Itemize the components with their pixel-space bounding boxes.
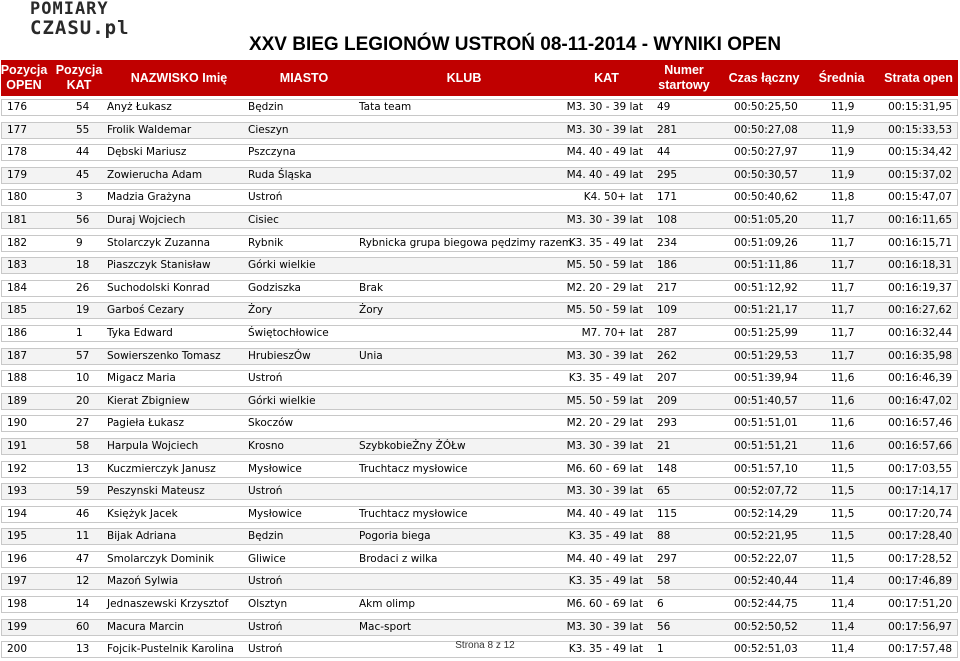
table-row <box>1 322 958 345</box>
cell-czas: 00:52:22,07 <box>734 552 798 565</box>
cell-poz-open: 194 <box>7 507 28 520</box>
cell-club: Brodaci z wilka <box>359 552 438 565</box>
cell-srednia: 11,7 <box>831 304 855 317</box>
cell-poz-open: 188 <box>7 372 28 385</box>
cell-srednia: 11,9 <box>831 146 855 159</box>
cell-srednia: 11,8 <box>831 191 855 204</box>
cell-city: Mysłowice <box>248 462 302 475</box>
cell-srednia: 11,7 <box>831 236 855 249</box>
cell-name: Piaszczyk Stanisław <box>107 259 211 272</box>
cell-club <box>359 325 569 342</box>
cell-numer: 148 <box>657 462 678 475</box>
cell-club <box>359 144 569 161</box>
cell-strata: 00:15:33,53 <box>888 123 952 136</box>
cell-srednia: 11,7 <box>831 349 855 362</box>
cell-poz-kat: 44 <box>76 146 90 159</box>
cell-kat: M2. 20 - 29 lat <box>566 281 643 294</box>
cell-srednia: 11,5 <box>831 507 855 520</box>
cell-numer: 6 <box>657 598 664 611</box>
table-row <box>1 367 958 390</box>
cell-czas: 00:50:27,97 <box>734 146 798 159</box>
cell-poz-open: 178 <box>7 146 28 159</box>
cell-poz-kat: 47 <box>76 552 90 565</box>
table-row <box>1 593 958 616</box>
cell-srednia: 11,4 <box>831 620 855 633</box>
table-row <box>1 345 958 368</box>
cell-poz-kat: 13 <box>76 462 90 475</box>
cell-strata: 00:17:14,17 <box>888 485 952 498</box>
cell-name: Frolik Waldemar <box>107 123 192 136</box>
cell-numer: 171 <box>657 191 678 204</box>
cell-kat: M6. 60 - 69 lat <box>566 462 643 475</box>
cell-czas: 00:51:39,94 <box>734 372 798 385</box>
cell-strata: 00:17:46,89 <box>888 575 952 588</box>
cell-czas: 00:51:25,99 <box>734 326 798 339</box>
cell-city: Górki wielkie <box>248 394 316 407</box>
cell-city: Ustroń <box>248 372 283 385</box>
col-header-kat: KAT <box>594 70 619 85</box>
cell-srednia: 11,7 <box>831 259 855 272</box>
cell-name: Kuczmierczyk Janusz <box>107 462 216 475</box>
cell-city: Skoczów <box>248 417 294 430</box>
cell-poz-open: 196 <box>7 552 28 565</box>
cell-poz-open: 193 <box>7 485 28 498</box>
cell-poz-kat: 27 <box>76 417 90 430</box>
table-row <box>1 435 958 458</box>
cell-name: Peszynski Mateusz <box>107 485 205 498</box>
cell-city: HrubieszÓw <box>248 349 311 362</box>
cell-city: Ustroń <box>248 191 283 204</box>
cell-club: Truchtacz mysłowice <box>359 462 468 475</box>
cell-poz-kat: 14 <box>76 598 90 611</box>
cell-kat: M5. 50 - 59 lat <box>566 304 643 317</box>
cell-city: Ustroń <box>248 620 283 633</box>
cell-srednia: 11,5 <box>831 462 855 475</box>
cell-club: Tata team <box>359 101 412 113</box>
cell-kat: K3. 35 - 49 lat <box>568 643 643 656</box>
cell-poz-open: 198 <box>7 598 28 611</box>
cell-poz-open: 189 <box>7 394 28 407</box>
cell-poz-kat: 19 <box>76 304 90 317</box>
cell-name: Migacz Maria <box>107 372 176 385</box>
cell-czas: 00:52:07,72 <box>734 485 798 498</box>
cell-srednia: 11,4 <box>831 598 855 611</box>
cell-name: Tyka Edward <box>107 326 173 339</box>
cell-poz-kat: 12 <box>76 575 90 588</box>
table-row <box>1 277 958 300</box>
cell-numer: 1 <box>657 643 664 656</box>
cell-club <box>359 370 569 387</box>
cell-name: Kierat Zbigniew <box>107 394 190 407</box>
cell-club <box>359 167 569 184</box>
cell-kat: M6. 60 - 69 lat <box>566 598 643 611</box>
cell-name: Macura Marcin <box>107 620 184 633</box>
table-row <box>1 254 958 277</box>
cell-czas: 00:51:09,26 <box>734 236 798 249</box>
cell-strata: 00:15:31,95 <box>888 101 952 113</box>
cell-srednia: 11,6 <box>831 394 855 407</box>
cell-czas: 00:52:21,95 <box>734 530 798 543</box>
cell-srednia: 11,7 <box>831 213 855 226</box>
cell-name: Fojcik-Pustelnik Karolina <box>107 643 234 656</box>
cell-poz-open: 176 <box>7 101 28 113</box>
cell-name: Pagieła Łukasz <box>107 417 184 430</box>
cell-poz-kat: 1 <box>76 326 83 339</box>
cell-club <box>359 393 569 410</box>
cell-poz-open: 179 <box>7 168 28 181</box>
cell-poz-kat: 60 <box>76 620 90 633</box>
cell-poz-open: 192 <box>7 462 28 475</box>
cell-poz-kat: 26 <box>76 281 90 294</box>
cell-name: Zowierucha Adam <box>107 168 203 181</box>
col-header-srednia: Średnia <box>818 70 865 85</box>
cell-strata: 00:17:57,48 <box>888 643 952 656</box>
table-header <box>1 60 958 96</box>
cell-poz-kat: 57 <box>76 349 90 362</box>
cell-numer: 44 <box>657 146 671 159</box>
cell-srednia: 11,4 <box>831 643 855 656</box>
cell-club: Żory <box>359 304 384 317</box>
cell-srednia: 11,9 <box>831 101 855 113</box>
cell-name: Smolarczyk Dominik <box>107 552 214 565</box>
cell-numer: 21 <box>657 439 671 452</box>
table-row <box>1 412 958 435</box>
cell-strata: 00:17:20,74 <box>888 507 952 520</box>
cell-city: Będzin <box>248 101 284 113</box>
cell-club: Akm olimp <box>359 598 415 611</box>
cell-city: Ruda Śląska <box>248 168 312 181</box>
cell-city: Pszczyna <box>248 146 296 159</box>
cell-city: Górki wielkie <box>248 259 316 272</box>
cell-strata: 00:16:11,65 <box>888 213 952 226</box>
cell-poz-open: 200 <box>7 643 28 656</box>
cell-numer: 207 <box>657 372 678 385</box>
cell-czas: 00:51:11,86 <box>734 259 798 272</box>
cell-city: Gliwice <box>248 552 286 565</box>
cell-kat: K4. 50+ lat <box>583 191 643 204</box>
cell-numer: 65 <box>657 485 671 498</box>
cell-strata: 00:16:15,71 <box>888 236 952 249</box>
cell-city: Świętochłowice <box>248 326 329 339</box>
cell-poz-kat: 10 <box>76 372 90 385</box>
col-header-poz-kat: Pozycja KAT <box>55 63 103 92</box>
cell-strata: 00:16:47,02 <box>888 394 952 407</box>
cell-czas: 00:51:57,10 <box>734 462 798 475</box>
cell-kat: K3. 35 - 49 lat <box>568 575 643 588</box>
cell-numer: 56 <box>657 620 671 633</box>
cell-name: Garboś Cezary <box>107 304 185 317</box>
cell-poz-open: 197 <box>7 575 28 588</box>
cell-strata: 00:16:57,46 <box>888 417 952 430</box>
table-row <box>1 186 958 209</box>
cell-numer: 115 <box>657 507 678 520</box>
cell-srednia: 11,7 <box>831 326 855 339</box>
cell-name: Jednaszewski Krzysztof <box>107 598 229 611</box>
cell-name: Dębski Mariusz <box>107 146 187 159</box>
cell-club <box>359 573 569 590</box>
cell-club <box>359 212 569 229</box>
cell-numer: 295 <box>657 168 678 181</box>
cell-club: Rybnicka grupa biegowa pędzimy razem <box>359 236 573 249</box>
cell-city: Ustroń <box>248 575 283 588</box>
cell-strata: 00:16:18,31 <box>888 259 952 272</box>
table-row <box>1 458 958 481</box>
cell-club <box>359 257 569 274</box>
cell-kat: M3. 30 - 39 lat <box>566 123 643 136</box>
cell-strata: 00:17:28,52 <box>888 552 952 565</box>
cell-city: Mysłowice <box>248 507 302 520</box>
cell-numer: 108 <box>657 213 678 226</box>
cell-srednia: 11,6 <box>831 417 855 430</box>
cell-city: Rybnik <box>248 236 284 249</box>
cell-kat: M4. 40 - 49 lat <box>566 168 643 181</box>
cell-poz-kat: 56 <box>76 213 90 226</box>
cell-strata: 00:17:03,55 <box>888 462 952 475</box>
cell-czas: 00:51:51,01 <box>734 417 798 430</box>
cell-name: Księżyk Jacek <box>107 507 178 520</box>
col-header-name: NAZWISKO Imię <box>130 70 228 85</box>
cell-poz-open: 186 <box>7 326 28 339</box>
table-row <box>1 390 958 413</box>
page-footer: Strona 8 z 12 <box>455 640 515 651</box>
cell-srednia: 11,5 <box>831 485 855 498</box>
cell-poz-open: 182 <box>7 236 28 249</box>
cell-strata: 00:17:28,40 <box>888 530 952 543</box>
col-header-poz-open: Pozycja OPEN <box>0 63 48 92</box>
cell-srednia: 11,7 <box>831 281 855 294</box>
cell-city: Ustroń <box>248 643 283 656</box>
table-row <box>1 299 958 322</box>
cell-numer: 262 <box>657 349 678 362</box>
cell-poz-kat: 45 <box>76 168 90 181</box>
cell-czas: 00:51:51,21 <box>734 439 798 452</box>
cell-czas: 00:51:12,92 <box>734 281 798 294</box>
cell-poz-open: 185 <box>7 304 28 317</box>
cell-club: Unia <box>359 349 383 362</box>
cell-poz-open: 195 <box>7 530 28 543</box>
table-row <box>1 548 958 571</box>
col-header-club: KLUB <box>446 70 482 85</box>
cell-poz-open: 183 <box>7 259 28 272</box>
cell-kat: K3. 35 - 49 lat <box>568 372 643 385</box>
cell-club <box>359 415 569 432</box>
cell-kat: M3. 30 - 39 lat <box>566 349 643 362</box>
cell-name: Anyż Łukasz <box>107 101 172 113</box>
cell-city: Godziszka <box>248 281 301 294</box>
cell-strata: 00:16:46,39 <box>888 372 952 385</box>
table-row <box>1 616 958 639</box>
table-row <box>1 570 958 593</box>
cell-srednia: 11,5 <box>831 552 855 565</box>
cell-poz-open: 199 <box>7 620 28 633</box>
cell-strata: 00:16:19,37 <box>888 281 952 294</box>
cell-kat: M3. 30 - 39 lat <box>566 213 643 226</box>
cell-numer: 281 <box>657 123 678 136</box>
cell-kat: M3. 30 - 39 lat <box>566 485 643 498</box>
cell-poz-open: 191 <box>7 439 28 452</box>
cell-name: Harpula Wojciech <box>107 439 199 452</box>
cell-czas: 00:51:05,20 <box>734 213 798 226</box>
cell-numer: 287 <box>657 326 678 339</box>
cell-strata: 00:16:32,44 <box>888 326 952 339</box>
table-row <box>1 164 958 187</box>
cell-poz-open: 190 <box>7 417 28 430</box>
cell-srednia: 11,5 <box>831 530 855 543</box>
cell-poz-kat: 55 <box>76 123 90 136</box>
cell-name: Suchodolski Konrad <box>107 281 210 294</box>
cell-name: Duraj Wojciech <box>107 213 186 226</box>
cell-poz-kat: 9 <box>76 236 83 249</box>
cell-poz-kat: 20 <box>76 394 90 407</box>
cell-strata: 00:16:27,62 <box>888 304 952 317</box>
cell-numer: 58 <box>657 575 671 588</box>
cell-club <box>359 189 569 206</box>
cell-city: Olsztyn <box>248 598 288 611</box>
table-row <box>1 119 958 142</box>
cell-poz-kat: 18 <box>76 259 90 272</box>
cell-city: Cisiec <box>248 213 279 226</box>
cell-poz-kat: 13 <box>76 643 90 656</box>
cell-czas: 00:52:14,29 <box>734 507 798 520</box>
cell-numer: 186 <box>657 259 678 272</box>
cell-strata: 00:17:51,20 <box>888 598 952 611</box>
cell-kat: M3. 30 - 39 lat <box>566 101 643 113</box>
cell-numer: 209 <box>657 394 678 407</box>
cell-name: Stolarczyk Zuzanna <box>107 236 211 249</box>
cell-club <box>359 122 569 139</box>
cell-kat: M5. 50 - 59 lat <box>566 259 643 272</box>
cell-czas: 00:50:27,08 <box>734 123 798 136</box>
cell-czas: 00:50:30,57 <box>734 168 798 181</box>
cell-czas: 00:51:29,53 <box>734 349 798 362</box>
cell-kat: M3. 30 - 39 lat <box>566 439 643 452</box>
cell-strata: 00:16:35,98 <box>888 349 952 362</box>
cell-club <box>359 483 569 500</box>
cell-poz-open: 180 <box>7 191 28 204</box>
cell-numer: 297 <box>657 552 678 565</box>
cell-poz-kat: 3 <box>76 191 83 204</box>
table-row <box>1 232 958 255</box>
cell-city: Krosno <box>248 439 284 452</box>
cell-name: Madzia Grażyna <box>107 191 192 204</box>
cell-poz-open: 184 <box>7 281 28 294</box>
cell-city: Ustroń <box>248 485 283 498</box>
cell-numer: 88 <box>657 530 671 543</box>
cell-strata: 00:15:47,07 <box>888 191 952 204</box>
cell-poz-kat: 11 <box>76 530 90 543</box>
cell-kat: M5. 50 - 59 lat <box>566 394 643 407</box>
cell-czas: 00:51:21,17 <box>734 304 798 317</box>
cell-club: Brak <box>359 281 384 294</box>
page-title: XXV BIEG LEGIONÓW USTROŃ 08-11-2014 - WYNIKI OPEN <box>248 34 782 55</box>
cell-strata: 00:15:34,42 <box>888 146 952 159</box>
cell-czas: 00:50:25,50 <box>734 101 798 113</box>
cell-strata: 00:15:37,02 <box>888 168 952 181</box>
cell-poz-open: 177 <box>7 123 28 136</box>
cell-club: Mac-sport <box>359 620 412 633</box>
cell-kat: M2. 20 - 29 lat <box>566 417 643 430</box>
cell-numer: 293 <box>657 417 678 430</box>
cell-numer: 49 <box>657 101 671 113</box>
cell-poz-kat: 54 <box>76 101 90 113</box>
cell-kat: K3. 35 - 49 lat <box>568 530 643 543</box>
results-table <box>1 96 958 661</box>
cell-name: Mazoń Sylwia <box>107 575 179 588</box>
cell-numer: 109 <box>657 304 678 317</box>
table-row <box>1 209 958 232</box>
cell-poz-open: 181 <box>7 213 28 226</box>
cell-kat: M7. 70+ lat <box>581 326 643 339</box>
cell-kat: M3. 30 - 39 lat <box>566 620 643 633</box>
cell-czas: 00:51:40,57 <box>734 394 798 407</box>
cell-strata: 00:17:56,97 <box>888 620 952 633</box>
cell-poz-kat: 46 <box>76 507 90 520</box>
cell-poz-kat: 59 <box>76 485 90 498</box>
cell-srednia: 11,6 <box>831 372 855 385</box>
cell-srednia: 11,9 <box>831 168 855 181</box>
cell-kat: M4. 40 - 49 lat <box>566 146 643 159</box>
logo-line-2: CZASU.pl <box>30 17 130 39</box>
col-header-city: MIASTO <box>279 70 329 85</box>
table-row <box>1 525 958 548</box>
cell-kat: M4. 40 - 49 lat <box>566 507 643 520</box>
cell-czas: 00:52:44,75 <box>734 598 798 611</box>
cell-numer: 234 <box>657 236 678 249</box>
cell-city: Cieszyn <box>248 123 289 136</box>
cell-city: Żory <box>248 304 273 317</box>
cell-club: SzybkobieŻny ŻÓŁw <box>359 439 466 452</box>
cell-czas: 00:52:50,52 <box>734 620 798 633</box>
cell-city: Będzin <box>248 530 284 543</box>
cell-czas: 00:52:40,44 <box>734 575 798 588</box>
cell-kat: M4. 40 - 49 lat <box>566 552 643 565</box>
col-header-czas: Czas łączny <box>728 70 800 85</box>
cell-name: Bijak Adriana <box>107 530 177 543</box>
cell-strata: 00:16:57,66 <box>888 439 952 452</box>
cell-numer: 217 <box>657 281 678 294</box>
logo-line-1: POMIARY <box>30 0 109 19</box>
cell-srednia: 11,6 <box>831 439 855 452</box>
cell-poz-kat: 58 <box>76 439 90 452</box>
cell-czas: 00:52:51,03 <box>734 643 798 656</box>
table-row <box>1 141 958 164</box>
col-header-numer: Numer startowy <box>658 63 710 92</box>
cell-name: Sowierszenko Tomasz <box>107 349 221 362</box>
cell-srednia: 11,4 <box>831 575 855 588</box>
cell-poz-open: 187 <box>7 349 28 362</box>
table-row <box>1 503 958 526</box>
table-row <box>1 96 958 119</box>
cell-srednia: 11,9 <box>831 123 855 136</box>
col-header-strata: Strata open <box>884 70 953 85</box>
cell-czas: 00:50:40,62 <box>734 191 798 204</box>
cell-club: Truchtacz mysłowice <box>359 507 468 520</box>
cell-kat: K3. 35 - 49 lat <box>568 236 643 249</box>
table-row <box>1 480 958 503</box>
cell-club: Pogoria biega <box>359 530 431 543</box>
